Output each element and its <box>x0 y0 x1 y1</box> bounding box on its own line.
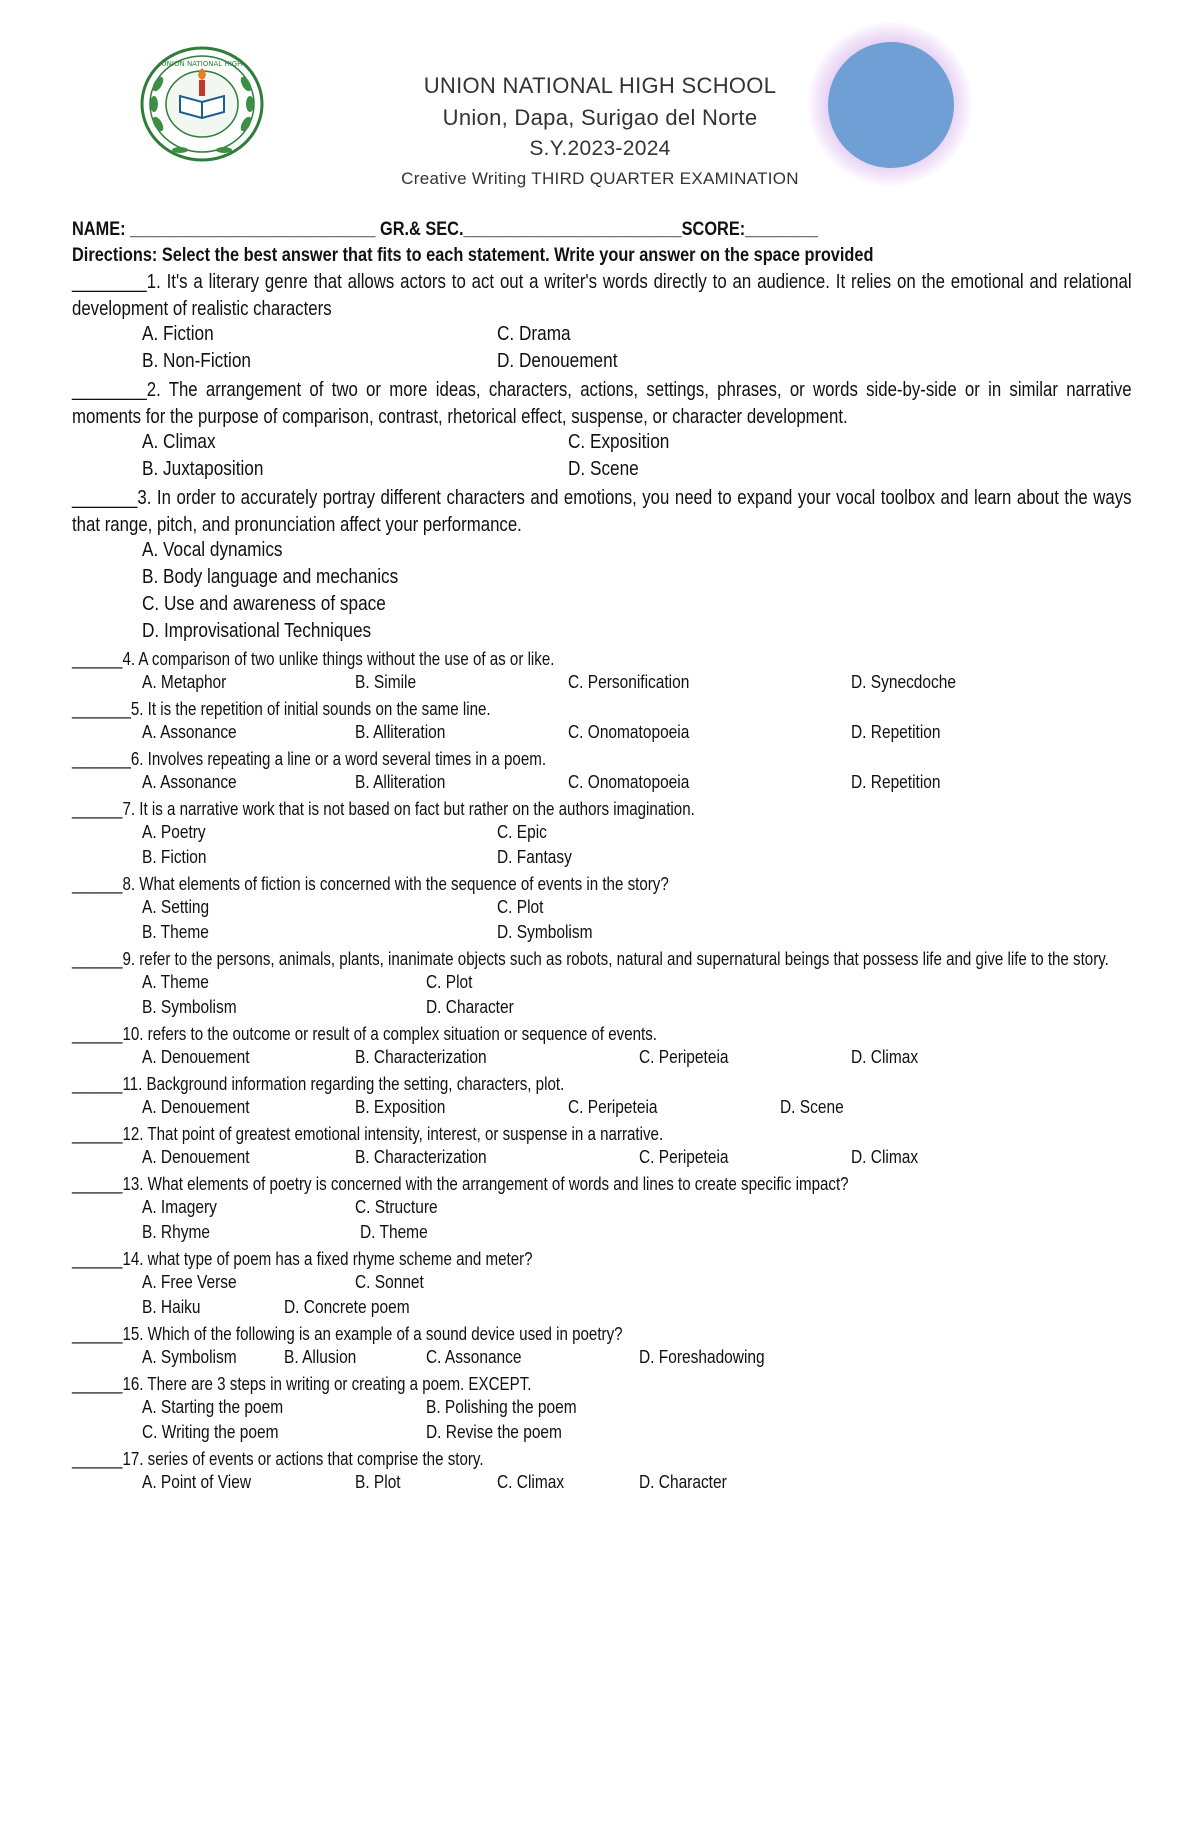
option: B. Allusion <box>284 1347 357 1367</box>
option: C. Peripeteia <box>568 1097 658 1117</box>
option: D. Synecdoche <box>851 672 956 692</box>
options-11 <box>72 1097 1132 1122</box>
option: A. Denouement <box>142 1147 250 1167</box>
option: A. Theme <box>142 972 209 992</box>
option: D. Climax <box>851 1147 919 1167</box>
school-year: S.Y.2023-2024 <box>529 137 671 160</box>
option: B. Alliteration <box>355 722 446 742</box>
options-10 <box>72 1047 1132 1072</box>
option: B. Alliteration <box>355 772 446 792</box>
options-8b <box>72 922 1132 947</box>
option: C. Drama <box>497 323 571 345</box>
option: C. Structure <box>355 1197 438 1217</box>
question-17: ______17. series of events or actions that comprise the story. <box>72 1449 484 1469</box>
options-7 <box>72 822 1132 847</box>
option: B. Juxtaposition <box>142 458 264 480</box>
exam-content <box>72 217 1132 1497</box>
option: A. Setting <box>142 897 210 917</box>
option: D. Improvisational Techniques <box>142 620 372 642</box>
options-3a <box>72 539 1132 566</box>
option: B. Characterization <box>355 1147 487 1167</box>
option: C. Epic <box>497 822 547 842</box>
option: A. Starting the poem <box>142 1397 284 1417</box>
question-14: ______14. what type of poem has a fixed rhyme scheme and meter? <box>72 1249 533 1269</box>
option: A. Denouement <box>142 1097 250 1117</box>
options-2b <box>72 458 1132 485</box>
option: A. Metaphor <box>142 672 227 692</box>
option: C. Plot <box>426 972 473 992</box>
options-16 <box>72 1397 1132 1422</box>
options-3d <box>72 620 1132 647</box>
question-6: _______6. Involves repeating a line or a word several times in a poem. <box>72 749 547 769</box>
svg-text:UNION NATIONAL HIGH: UNION NATIONAL HIGH <box>161 60 243 68</box>
option: D. Foreshadowing <box>639 1347 765 1367</box>
option: B. Exposition <box>355 1097 446 1117</box>
option: B. Theme <box>142 922 209 942</box>
option: C. Sonnet <box>355 1272 424 1292</box>
question-4: ______4. A comparison of two unlike things without the use of as or like. <box>72 649 555 669</box>
question-7: ______7. It is a narrative work that is not based on fact but rather on the authors imagination. <box>72 799 695 819</box>
option: B. Simile <box>355 672 417 692</box>
option: A. Vocal dynamics <box>142 539 283 561</box>
option: D. Character <box>639 1472 727 1492</box>
option: C. Plot <box>497 897 544 917</box>
options-6 <box>72 772 1132 797</box>
option: D. Fantasy <box>497 847 572 867</box>
option: D. Revise the poem <box>426 1422 562 1442</box>
option: C. Personification <box>568 672 690 692</box>
option: C. Climax <box>497 1472 565 1492</box>
option: D. Denouement <box>497 350 618 372</box>
option: A. Symbolism <box>142 1347 237 1367</box>
option: D. Concrete poem <box>284 1297 410 1317</box>
question-16: ______16. There are 3 steps in writing or creating a poem. EXCEPT. <box>72 1374 532 1394</box>
option: C. Peripeteia <box>639 1047 729 1067</box>
options-4 <box>72 672 1132 697</box>
options-15 <box>72 1347 1132 1372</box>
question-1: ________1. It's a literary genre that allows actors to act out a writer's words directly to an audience. It relies on the emotional and relational development of realistic characters <box>72 271 1132 320</box>
option: A. Poetry <box>142 822 206 842</box>
option: A. Fiction <box>142 323 214 345</box>
option: A. Climax <box>142 431 216 453</box>
question-5: _______5. It is the repetition of initial sounds on the same line. <box>72 699 491 719</box>
option: D. Climax <box>851 1047 919 1067</box>
option: B. Non-Fiction <box>142 350 251 372</box>
question-11: ______11. Background information regarding the setting, characters, plot. <box>72 1074 565 1094</box>
options-2 <box>72 431 1132 458</box>
options-14 <box>72 1272 1132 1297</box>
option: A. Free Verse <box>142 1272 237 1292</box>
option: B. Polishing the poem <box>426 1397 577 1417</box>
option: D. Character <box>426 997 514 1017</box>
option: B. Haiku <box>142 1297 201 1317</box>
options-7b <box>72 847 1132 872</box>
option: A. Denouement <box>142 1047 250 1067</box>
options-1b <box>72 350 1132 377</box>
name-grade-score-row: NAME: ___________________________ GR.& SEC.________________________SCORE:________ <box>72 219 818 240</box>
option: C. Exposition <box>568 431 670 453</box>
options-12 <box>72 1147 1132 1172</box>
school-name: UNION NATIONAL HIGH SCHOOL <box>423 73 777 98</box>
school-seal-logo <box>140 46 264 162</box>
options-3c <box>72 593 1132 620</box>
option: B. Characterization <box>355 1047 487 1067</box>
options-8 <box>72 897 1132 922</box>
question-8: ______8. What elements of fiction is concerned with the sequence of events in the story? <box>72 874 669 894</box>
question-3: _______3. In order to accurately portray different characters and emotions, you need to expand your vocal toolbox and learn about the ways that range, pitch, and pronunciation affect your performance. <box>72 487 1132 536</box>
option: C. Writing the poem <box>142 1422 279 1442</box>
question-2: ________2. The arrangement of two or more ideas, characters, actions, settings, phrases, or words side-by-side or in similar narrative moments for the purpose of comparison, contrast, rhetorical effect, suspense, or character development. <box>72 379 1132 428</box>
options-17 <box>72 1472 1132 1497</box>
options-9b <box>72 997 1132 1022</box>
option: C. Assonance <box>426 1347 522 1367</box>
options-5 <box>72 722 1132 747</box>
option: D. Theme <box>360 1222 428 1242</box>
options-13 <box>72 1197 1132 1222</box>
option: D. Repetition <box>851 772 941 792</box>
exam-title: Creative Writing THIRD QUARTER EXAMINATION <box>401 169 799 188</box>
option: A. Assonance <box>142 722 237 742</box>
school-address: Union, Dapa, Surigao del Norte <box>442 105 758 130</box>
question-13: ______13. What elements of poetry is concerned with the arrangement of words and lines to create specific impact? <box>72 1174 849 1194</box>
question-10: ______10. refers to the outcome or result of a complex situation or sequence of events. <box>72 1024 657 1044</box>
option: D. Repetition <box>851 722 941 742</box>
directions: Directions: Select the best answer that fits to each statement. Write your answer on the space provided <box>72 245 874 266</box>
option: B. Plot <box>355 1472 401 1492</box>
options-3b <box>72 566 1132 593</box>
option: B. Rhyme <box>142 1222 210 1242</box>
question-12: ______12. That point of greatest emotional intensity, interest, or suspense in a narrative. <box>72 1124 664 1144</box>
question-15: ______15. Which of the following is an example of a sound device used in poetry? <box>72 1324 623 1344</box>
option: C. Use and awareness of space <box>142 593 386 615</box>
option: D. Symbolism <box>497 922 593 942</box>
options-1 <box>72 323 1132 350</box>
options-13b <box>72 1222 1132 1247</box>
option: D. Scene <box>568 458 639 480</box>
option: A. Assonance <box>142 772 237 792</box>
option: A. Point of View <box>142 1472 252 1492</box>
option: B. Fiction <box>142 847 207 867</box>
options-14b <box>72 1297 1132 1322</box>
option: B. Body language and mechanics <box>142 566 399 588</box>
options-9 <box>72 972 1132 997</box>
option: C. Onomatopoeia <box>568 722 690 742</box>
question-9: ______9. refer to the persons, animals, plants, inanimate objects such as robots, natural and supernatural beings that possess life and give life to the story. <box>72 949 1109 969</box>
option: B. Symbolism <box>142 997 237 1017</box>
option: C. Onomatopoeia <box>568 772 690 792</box>
options-16b <box>72 1422 1132 1447</box>
option: D. Scene <box>780 1097 844 1117</box>
option: C. Peripeteia <box>639 1147 729 1167</box>
option: A. Imagery <box>142 1197 217 1217</box>
school-header <box>300 70 900 192</box>
